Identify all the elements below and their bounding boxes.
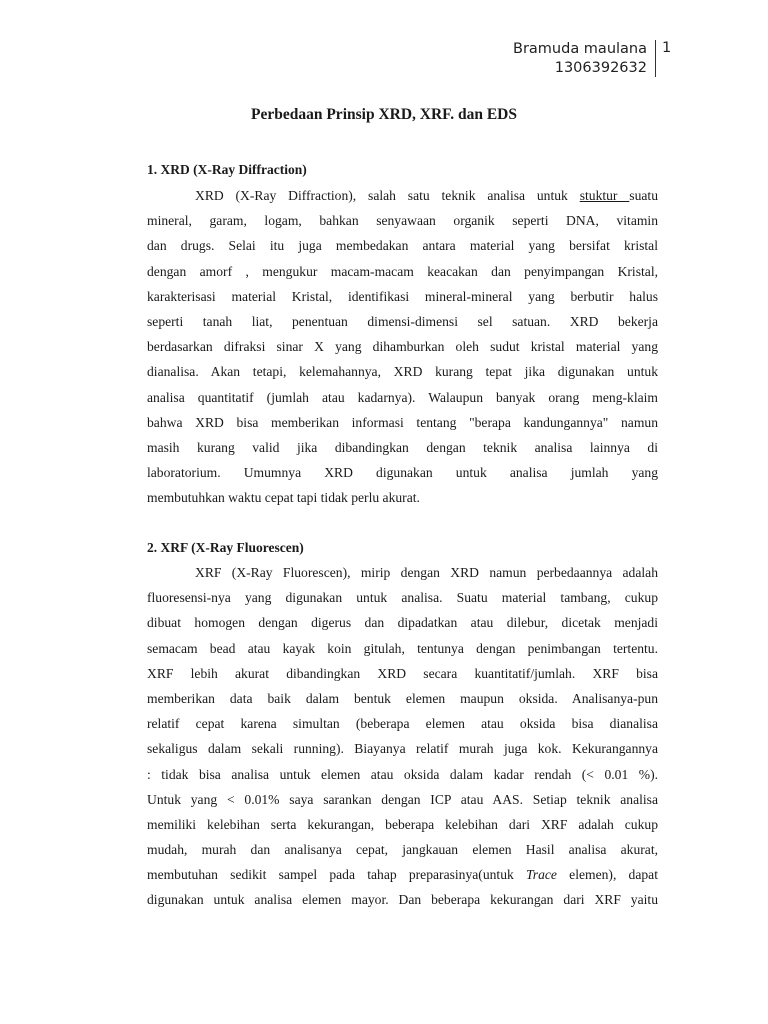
text-line: seperti tanah liat, penentuan dimensi-dimensi sel satuan. XRD bekerja (147, 313, 658, 329)
document-title: Perbedaan Prinsip XRD, XRF. dan EDS (251, 106, 517, 123)
text-line: bahwa XRD bisa memberikan informasi tentang "berapa kandungannya" namun (147, 414, 658, 430)
text-line: sekaligus dalam sekali running). Biayanya relatif murah juga kok. Kekurangannya (147, 741, 658, 757)
text-line: membutuhkan waktu cepat tapi tidak perlu akurat. (147, 490, 420, 506)
text-line: dibuat homogen dengan digerus dan dipadatkan atau dilebur, dicetak menjadi (147, 615, 658, 631)
underlined-word: stuktur (579, 188, 630, 203)
paragraph-xrd (147, 183, 658, 510)
text-line: memberikan data baik dalam bentuk elemen maupun oksida. Analisanya-pun (147, 690, 658, 706)
text-line: berdasarkan difraksi sinar X yang dihamburkan oleh sudut kristal material yang (147, 339, 658, 355)
student-id: 1306392632 (554, 60, 647, 76)
text-line: mudah, murah dan analisanya cepat, jangkauan elemen Hasil analisa akurat, (147, 842, 658, 858)
text-line: dengan amorf , mengukur macam-macam keacakan dan penyimpangan Kristal, (147, 263, 658, 279)
text-line: semacam bead atau kayak koin gitulah, tentunya dengan penimbangan tertentu. (147, 640, 658, 656)
text-line: XRD (X-Ray Diffraction), salah satu teknik analisa untuk stuktur suatu (195, 188, 658, 203)
italic-word: Trace (526, 867, 557, 883)
text-line: mineral, garam, logam, bahkan senyawaan organik seperti DNA, vitamin (147, 213, 658, 229)
text-line: masih kurang valid jika dibandingkan dengan teknik analisa lainnya di (147, 439, 658, 455)
text-line: fluoresensi-nya yang digunakan untuk analisa. Suatu material tambang, cukup (147, 590, 658, 606)
text-line: relatif cepat karena simultan (beberapa elemen atau oksida bisa dianalisa (147, 716, 658, 732)
text-line: karakterisasi material Kristal, identifikasi mineral-mineral yang berbutir halus (147, 288, 658, 304)
page-number: 1 (662, 40, 672, 56)
text-line: memiliki kelebihan serta kekurangan, beberapa kelebihan dari XRF adalah cukup (147, 816, 658, 832)
text-line: membutuhan sedikit sampel pada tahap preparasinya(untuk Trace elemen), dapat (147, 867, 658, 883)
paragraph-xrf (147, 560, 658, 913)
text-line: XRF lebih akurat dibandingkan XRD secara kuantitatif/jumlah. XRF bisa (147, 665, 658, 681)
section-heading-xrf: 2. XRF (X-Ray Fluorescen) (147, 540, 304, 555)
text-line: XRF (X-Ray Fluorescen), mirip dengan XRD namun perbedaannya adalah (195, 565, 658, 580)
page-header (513, 40, 656, 77)
text-line: digunakan untuk analisa elemen mayor. Dan beberapa kekurangan dari XRF yaitu (147, 892, 658, 908)
text-line: : tidak bisa analisa untuk elemen atau oksida dalam kadar rendah (< 0.01 %). (147, 766, 658, 782)
text-line: analisa quantitatif (jumlah atau kadarnya). Walaupun banyak orang meng-klaim (147, 389, 658, 405)
text-line: Untuk yang < 0.01% saya sarankan dengan ICP atau AAS. Setiap teknik analisa (147, 791, 658, 807)
text-line: laboratorium. Umumnya XRD digunakan untuk analisa jumlah yang (147, 465, 658, 481)
text-line: dianalisa. Akan tetapi, kelemahannya, XRD kurang tepat jika digunakan untuk (147, 364, 658, 380)
author-name: Bramuda maulana (513, 41, 647, 57)
text-line: dan drugs. Selai itu juga membedakan antara material yang bersifat kristal (147, 238, 658, 254)
section-heading-xrd: 1. XRD (X-Ray Diffraction) (147, 162, 307, 177)
